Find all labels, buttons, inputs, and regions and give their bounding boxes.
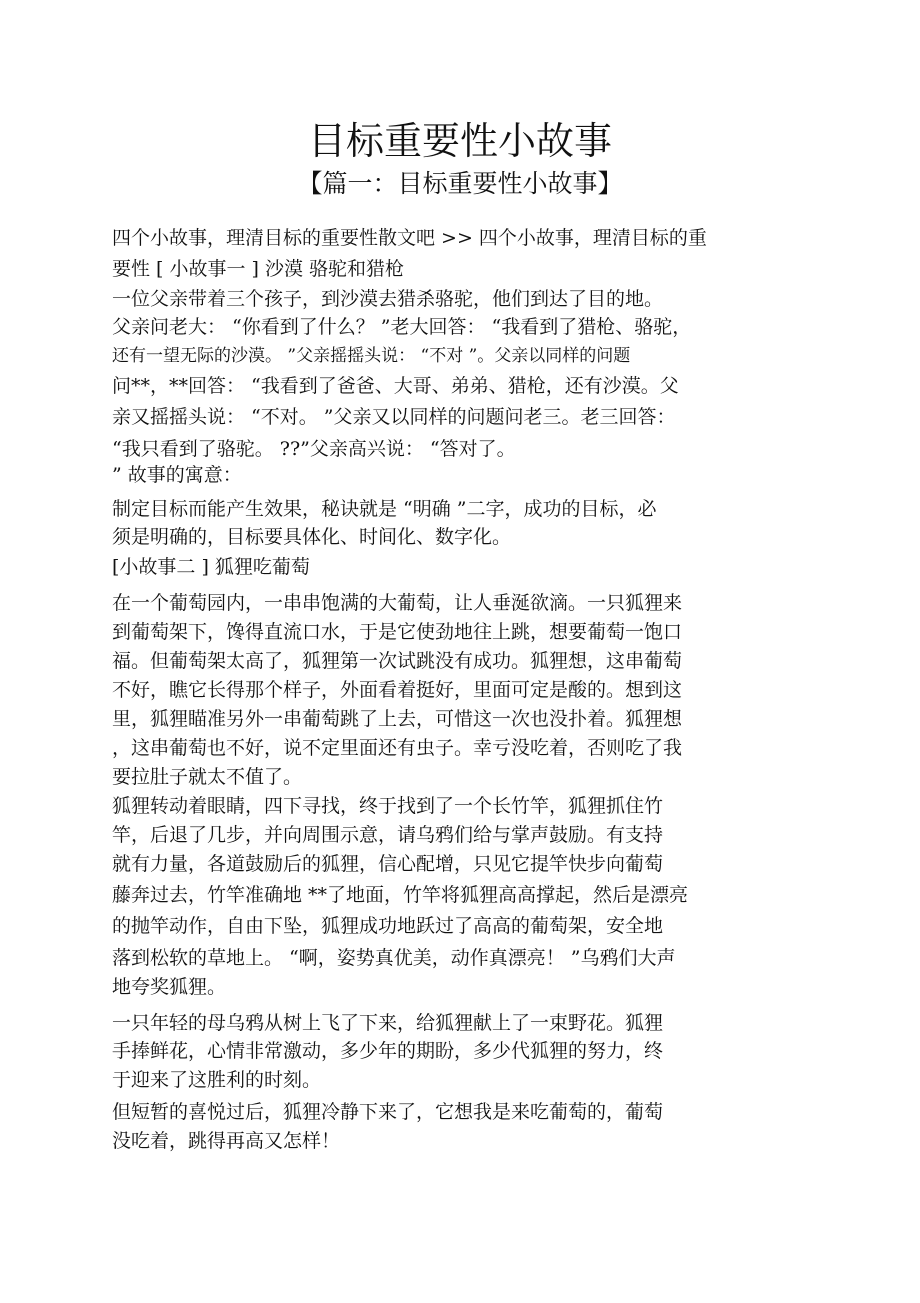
text-line: 落到松软的草地上。 “啊，姿势真优美，动作真漂亮！ ”乌鸦们大声 <box>112 947 676 969</box>
text-line: 要性 [ 小故事一 ] 沙漠 骆驼和猎枪 <box>112 258 405 280</box>
text-line: 里，狐狸瞄准另外一串葡萄跳了上去，可惜这一次也没扑着。狐狸想 <box>112 708 683 730</box>
text-line: 到葡萄架下，馋得直流口水，于是它使劲地往上跳，想要葡萄一饱口 <box>112 621 683 643</box>
text-line: 狐狸转动着眼睛，四下寻找，终于找到了一个长竹竿，狐狸抓住竹 <box>112 795 664 817</box>
text-line: 制定目标而能产生效果，秘诀就是 “明确 ”二字，成功的目标，必 <box>112 498 657 520</box>
text-line: 在一个葡萄园内，一串串饱满的大葡萄，让人垂涎欲滴。一只狐狸来 <box>112 592 683 614</box>
text-line: 但短暂的喜悦过后，狐狸冷静下来了，它想我是来吃葡萄的，葡萄 <box>112 1101 664 1123</box>
text-line: 没吃着，跳得再高又怎样！ <box>112 1130 341 1152</box>
text-line: 藤奔过去，竹竿准确地 **了地面，竹竿将狐狸高高撑起，然后是漂亮 <box>112 884 689 906</box>
text-line: ” 故事的寓意： <box>112 464 242 486</box>
section-heading: [小故事二 ] 狐狸吃葡萄 <box>112 556 310 578</box>
text-line: 亲又摇摇头说： “不对。 ”父亲又以同样的问题问老三。老三回答： <box>112 406 676 428</box>
text-line: 一只年轻的母乌鸦从树上飞了下来，给狐狸献上了一束野花。狐狸 <box>112 1012 664 1034</box>
text-line: 地夸奖狐狸。 <box>112 976 227 998</box>
text-line: 还有一望无际的沙漠。 ”父亲摇摇头说： “不对 ”。父亲以同样的问题 <box>112 346 631 366</box>
text-line: 要拉肚子就太不值了。 <box>112 766 303 788</box>
text-line: 四个小故事，理清目标的重要性散文吧 >> 四个小故事，理清目标的重 <box>112 227 707 249</box>
document-title: 目标重要性小故事 <box>307 119 612 163</box>
text-line: 须是明确的，目标要具体化、时间化、数字化。 <box>112 526 512 548</box>
text-line: 的抛竿动作，自由下坠，狐狸成功地跃过了高高的葡萄架，安全地 <box>112 915 664 937</box>
text-line: 一位父亲带着三个孩子，到沙漠去猎杀骆驼，他们到达了目的地。 <box>112 288 664 310</box>
text-line: 竿，后退了几步，并向周围示意，请乌鸦们给与掌声鼓励。有支持 <box>112 824 664 846</box>
text-line: 父亲问老大： “你看到了什么？ ”老大回答： “我看到了猎枪、骆驼， <box>112 316 692 338</box>
text-line: ，这串葡萄也不好，说不定里面还有虫子。幸亏没吃着，否则吃了我 <box>112 737 683 759</box>
text-line: 手捧鲜花，心情非常激动，多少年的期盼，多少代狐狸的努力，终 <box>112 1040 664 1062</box>
text-line: 问**，**回答： “我看到了爸爸、大哥、弟弟、猎枪，还有沙漠。父 <box>112 375 679 397</box>
text-line: “我只看到了骆驼。 ??”父亲高兴说： “答对了。 <box>112 438 516 460</box>
document-subtitle: 【篇一：目标重要性小故事】 <box>297 169 623 198</box>
text-line: 不好，瞧它长得那个样子，外面看着挺好，里面可定是酸的。想到这 <box>112 679 683 701</box>
text-line: 福。但葡萄架太高了，狐狸第一次试跳没有成功。狐狸想，这串葡萄 <box>112 650 683 672</box>
text-line: 于迎来了这胜利的时刻。 <box>112 1069 322 1091</box>
text-line: 就有力量，各道鼓励后的狐狸，信心配增，只见它提竿快步向葡萄 <box>112 853 664 875</box>
